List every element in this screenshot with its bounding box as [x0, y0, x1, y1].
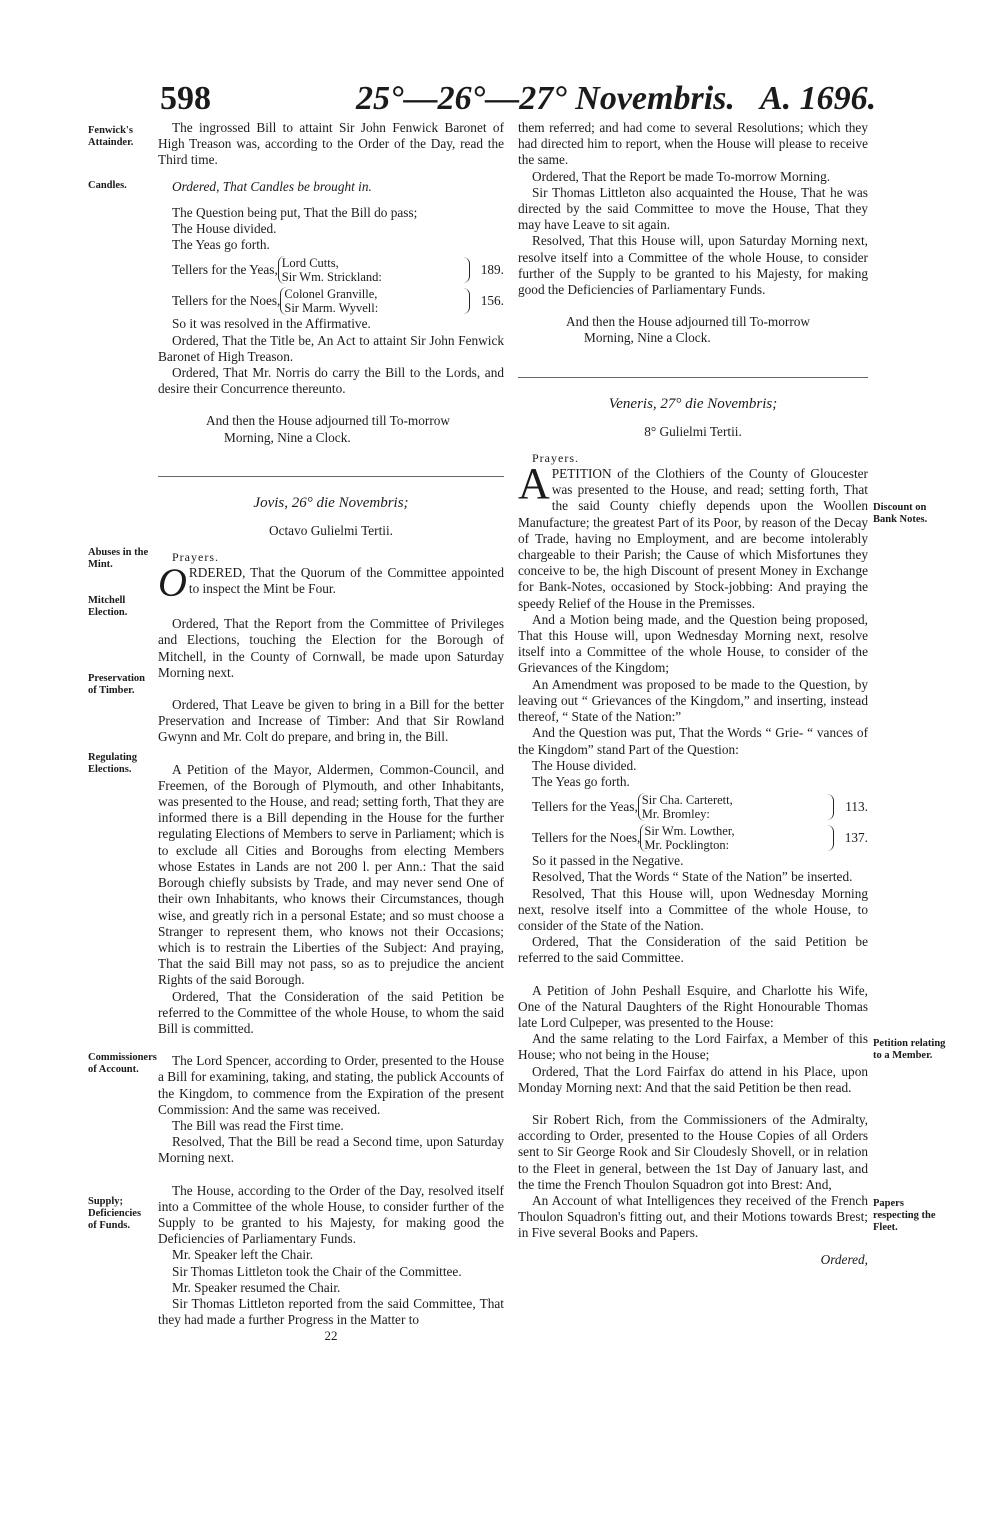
paragraph: Ordered, That Leave be given to bring in a Bill for the better Preservation and Increase of Timber: And that Sir Rowland Gwynn and Mr. Colt do prepare, and bring in, the Bill.	[158, 697, 504, 745]
paragraph: And a Motion being made, and the Question being proposed, That this House will, upon Wednesday Morning next, resolve itself into a Committee of the whole House, to consider of the Grievances of the Kingdom;	[518, 611, 868, 676]
tellers-names	[640, 824, 734, 852]
day-heading: Jovis, 26° die Novembris;	[253, 494, 409, 511]
vote-count: 156.	[480, 293, 504, 309]
paragraph: So it passed in the Negative.	[532, 853, 684, 869]
adjournment-line: And then the House adjourned till To-morrow	[566, 314, 811, 330]
signature-mark: 22	[324, 1328, 338, 1344]
tellers-names	[638, 793, 733, 821]
sidenote-timber: Preservation of Timber.	[88, 673, 145, 696]
paragraph: The Lord Spencer, according to Order, presented to the House a Bill for examining, taking, and stating, the publick Accounts of the Kingdom, to commence from the Expiration of the present Commission: And the same was received.	[158, 1053, 504, 1117]
paragraph: The House divided.	[532, 757, 637, 773]
paragraph: Sir Thomas Littleton also acquainted the House, That he was directed by the said Committee to move the House, That they may have Leave to sit again.	[518, 184, 868, 233]
paragraph: APETITION of the Clothiers of the County of Gloucester was presented to the House, and read; setting forth, That the said County chiefly depends upon the Woollen Manufacture; the greatest Part of its Poor, by reason of the Decay of Trade, having no Employment, and are become intolerably chargeable to their Parish; the Cause of which Misfortunes they conceive to be, the high Discount of present Money in Exchange for Bank-Notes, occasioned by Stock-jobbing: And praying the speedy Relief of the House in the Premisses.	[518, 459, 868, 611]
year-heading: A. 1696.	[760, 80, 877, 117]
paragraph: The Yeas go forth.	[172, 237, 270, 253]
paragraph: Resolved, That this House will, upon Saturday Morning next, resolve itself into a Committee of the whole House, to consider further of the Supply to be granted to his Majesty, for making good the Deficiencies of Parliamentary Funds.	[518, 233, 868, 298]
tellers-names	[280, 287, 378, 315]
vote-count: 137.	[844, 830, 868, 845]
paragraph: The House divided.	[172, 221, 277, 237]
teller-name: Lord Cutts,	[281, 256, 339, 271]
sidenote-mint: Abuses in the Mint.	[88, 547, 149, 570]
adjournment-line: And then the House adjourned till To-morrow	[206, 413, 451, 429]
paragraph: The Question being put, That the Bill do pass;	[172, 204, 418, 220]
paragraph: Ordered, That Candles be brought in.	[172, 178, 372, 194]
brace	[463, 288, 470, 314]
paragraph: Resolved, That this House will, upon Wednesday Morning next, resolve itself into a Committee of the whole House, to consider of the State of the Nation.	[518, 885, 868, 933]
paragraph: A Petition of John Peshall Esquire, and Charlotte his Wife, One of the Natural Daughters of the Right Honourable Thomas late Lord Culpeper, was presented to the House:	[518, 982, 868, 1030]
tellers-yeas	[158, 256, 504, 284]
tellers-label: Tellers for the Yeas,	[532, 799, 638, 814]
paragraph: them referred; and had come to several Resolutions; which they had directed him to report, when the House will please to receive the same.	[518, 120, 868, 168]
paragraph: Ordered, That the Consideration of the said Petition be referred to the said Committee.	[518, 934, 868, 966]
drop-capital: A	[518, 459, 550, 509]
sidenote-commissioners: Commissioners of Account.	[88, 1052, 157, 1075]
vote-count: 113.	[845, 799, 868, 814]
sidenote-supply: Supply; Deficiencies of Funds.	[88, 1196, 142, 1231]
teller-name: Sir Wm. Lowther,	[644, 824, 735, 839]
tellers-yeas	[518, 793, 868, 821]
paragraph: Ordered, That the Title be, An Act to attaint Sir John Fenwick Baronet of High Treason.	[158, 332, 504, 364]
paragraph: So it was resolved in the Affirmative.	[172, 316, 371, 332]
paragraph: The ingrossed Bill to attaint Sir John Fenwick Baronet of High Treason was, according to the Order of the Day, read the Third time.	[158, 120, 504, 168]
prayers-heading: Prayers.	[532, 450, 579, 465]
tellers-names	[278, 256, 382, 284]
paragraph: The Yeas go forth.	[532, 773, 630, 789]
tellers-noes	[158, 287, 504, 315]
vote-count: 189.	[480, 262, 504, 278]
brace	[827, 825, 834, 851]
sidenote-discount: Discount on Bank Notes.	[873, 502, 928, 525]
paragraph: Resolved, That the Words “ State of the Nation” be inserted.	[532, 869, 853, 885]
catchword: Ordered,	[820, 1251, 868, 1267]
paragraph: Resolved, That the Bill be read a Second time, upon Saturday Morning next.	[158, 1134, 504, 1166]
teller-name: Mr. Bromley:	[641, 807, 710, 822]
tellers-label: Tellers for the Noes,	[532, 830, 641, 845]
divider	[518, 347, 868, 378]
tellers-noes	[518, 824, 868, 852]
paragraph: An Amendment was proposed to be made to the Question, by leaving out “ Grievances of the Kingdom,” and inserting, instead thereof, “ State of the Nation:”	[518, 676, 868, 725]
paragraph: And the Question was put, That the Words “ Grie- “ vances of the Kingdom” stand Part of the Question:	[518, 725, 868, 757]
brace	[463, 257, 470, 283]
brace	[827, 794, 834, 820]
paragraph: Mr. Speaker left the Chair.	[172, 1247, 314, 1263]
tellers-label: Tellers for the Noes,	[172, 293, 281, 309]
paragraph: The Bill was read the First time.	[172, 1117, 344, 1133]
sidenote-mitchell: Mitchell Election.	[88, 595, 128, 618]
paragraph: An Account of what Intelligences they received of the French Thoulon Squadron's fitting out, and their Motions towards Brest; in Five several Books and Papers.	[518, 1192, 868, 1241]
paragraph: Mr. Speaker resumed the Chair.	[172, 1279, 341, 1295]
sidenote-candles: Candles.	[88, 180, 127, 191]
sidenote-fleet: Papers respecting the Fleet.	[873, 1198, 936, 1233]
adjournment-line: Morning, Nine a Clock.	[224, 429, 351, 445]
sidenote-fenwick: Fenwick's Attainder.	[88, 125, 134, 148]
paragraph: A Petition of the Mayor, Aldermen, Common-Council, and Freemen, of the Borough of Plymouth, and other Inhabitants, was presented to the House, and read; setting forth, That they are informed there is a Bill depending in the House for the further regulating Elections of Members to serve in Parliament; which is to exclude all Cities and Boroughs from electing Members whose Estates in Lands are not 200 l. per Ann.: That the said Borough chiefly subsists by Trade, and may never send One of their own Inhabitants, who knows their Circumstances, though wise, and greatly rich in a personal Estate; and so must choose a Stranger to represent them, who knows not their Occasions; which is to restrain the Liberties of the Subject: And praying, That the said Bill may not pass, so as to prejudice the ancient Rights of the said Borough.	[158, 761, 505, 988]
sidenote-elections: Regulating Elections.	[88, 752, 138, 775]
divider	[158, 446, 504, 477]
reign-line: Octavo Gulielmi Tertii.	[268, 522, 393, 538]
paragraph: Sir Robert Rich, from the Commissioners of the Admiralty, according to Order, presented to the House Copies of all Orders sent to Sir George Rook and Sir Cloudesly Shovell, or in relation to the Fleet in general, between the 1st Day of January last, and the time the French Thoulon Squadron got into Brest: And,	[518, 1111, 868, 1192]
paragraph: And the same relating to the Lord Fairfax, a Member of this House; who not being in the House;	[518, 1031, 868, 1063]
sidenote-petition-member: Petition relating to a Member.	[873, 1038, 946, 1061]
tellers-label: Tellers for the Yeas,	[172, 262, 278, 278]
teller-name: Mr. Pocklington:	[644, 838, 730, 853]
day-heading: Veneris, 27° die Novembris;	[608, 395, 778, 412]
paragraph: Sir Thomas Littleton reported from the said Committee, That they had made a further Progress in the Matter to	[158, 1295, 504, 1328]
paragraph: The House, according to the Order of the Day, resolved itself into a Committee of the whole House, to consider further of the Supply to be granted to his Majesty, for making good the Deficiencies of Parliamentary Funds.	[158, 1182, 504, 1247]
paragraph: Ordered, That Mr. Norris do carry the Bill to the Lords, and desire their Concurrence thereunto.	[158, 365, 504, 397]
right-column	[518, 120, 868, 1268]
page-number: 598	[160, 80, 211, 117]
prayers-heading: Prayers.	[172, 550, 219, 565]
running-title: 25°—26°—27° Novembris.	[356, 80, 735, 117]
paragraph: Ordered, That the Report be made To-morrow Morning.	[532, 168, 831, 184]
teller-name: Colonel Granville,	[284, 287, 378, 302]
adjournment-line: Morning, Nine a Clock.	[584, 330, 711, 346]
teller-name: Sir Marm. Wyvell:	[284, 301, 379, 316]
paragraph: Ordered, That the Report from the Committee of Privileges and Elections, touching the Election for the Borough of Mitchell, in the County of Cornwall, be made upon Saturday Morning next.	[158, 616, 504, 680]
teller-name: Sir Wm. Strickland:	[281, 270, 382, 285]
paragraph: ORDERED, That the Quorum of the Committee appointed to inspect the Mint be Four.	[158, 560, 504, 606]
drop-capital: O	[158, 560, 187, 606]
teller-name: Sir Cha. Carterett,	[641, 793, 733, 808]
paragraph: Ordered, That the Lord Fairfax do attend in his Place, upon Monday Morning next: And that the said Petition be then read.	[518, 1063, 868, 1095]
paragraph: Ordered, That the Consideration of the said Petition be referred to the Committee of the whole House, to whom the said Bill is committed.	[158, 988, 504, 1036]
left-column	[158, 120, 504, 1345]
paragraph: Sir Thomas Littleton took the Chair of the Committee.	[172, 1263, 462, 1279]
reign-line: 8° Gulielmi Tertii.	[644, 423, 742, 439]
